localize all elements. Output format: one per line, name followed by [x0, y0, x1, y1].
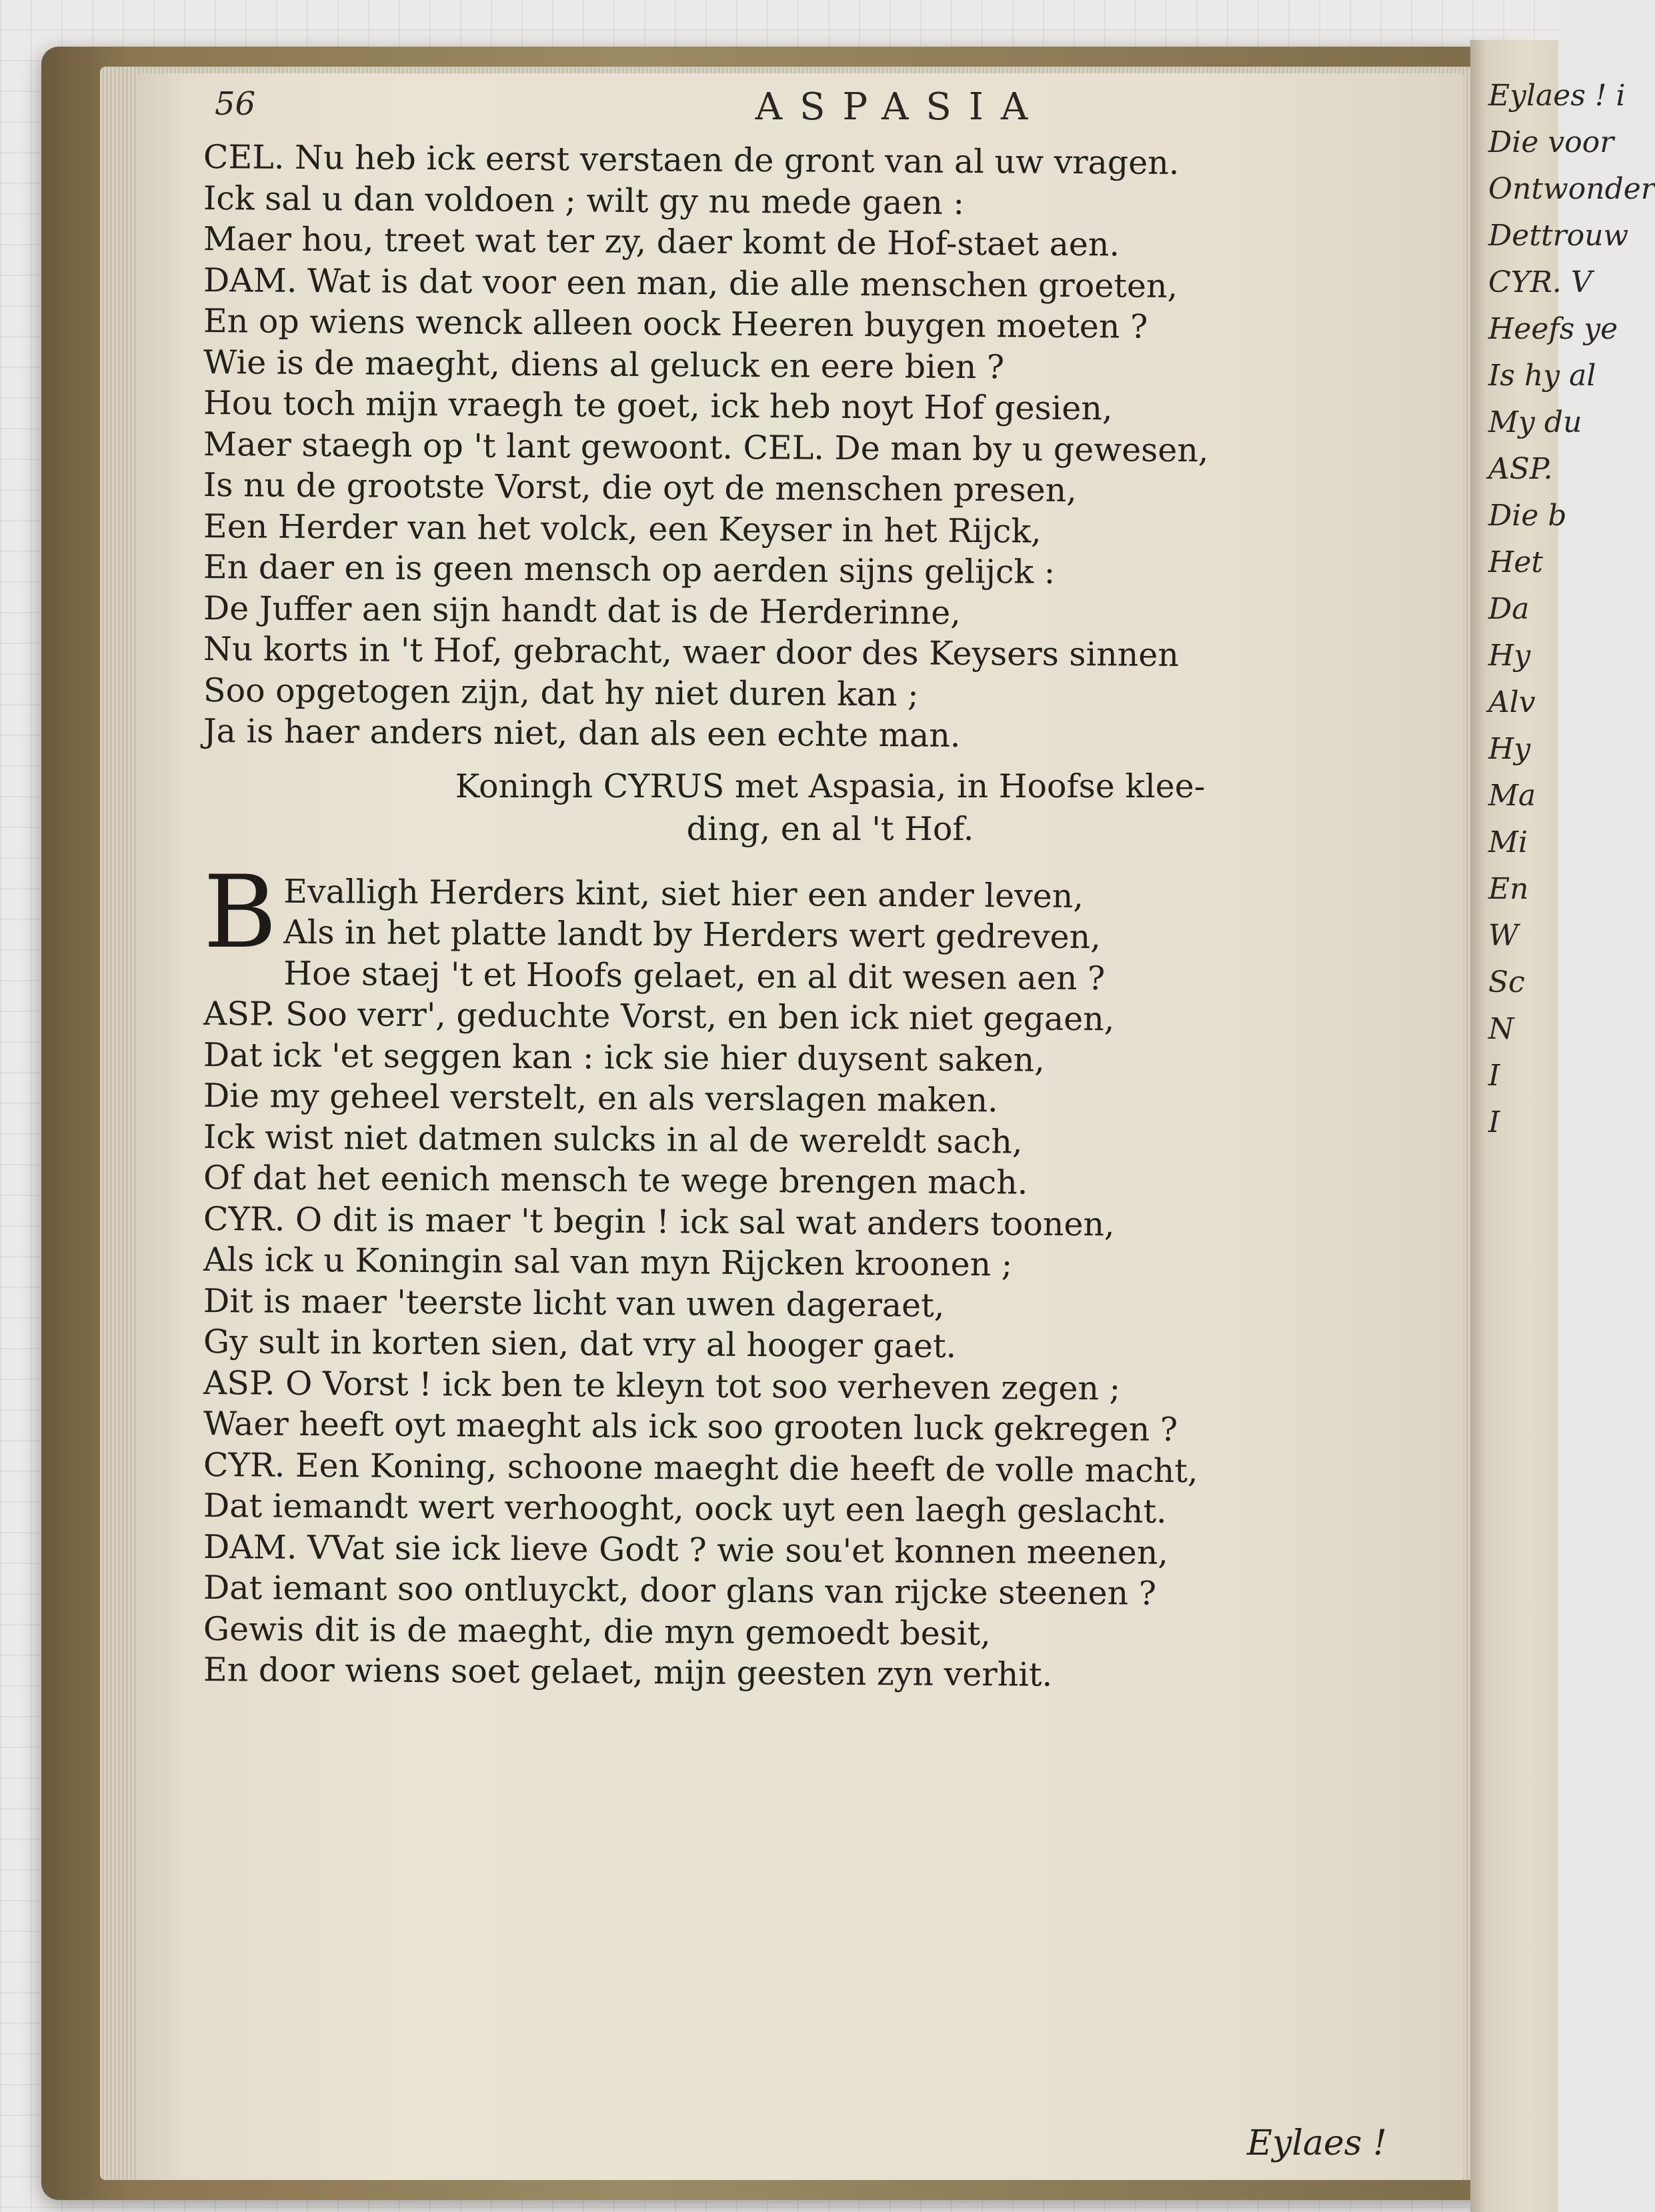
facing-page-fragment: W: [1488, 919, 1519, 953]
facing-page-fragment: Die voor: [1488, 125, 1614, 159]
verse-line: Als in het platte landt by Herders wert gedreven,: [283, 913, 1101, 957]
verse-line: Maer hou, treet wat ter zy, daer komt de Hof-staet aen.: [203, 220, 1120, 264]
stage-direction-line-2: ding, en al 't Hof.: [686, 809, 974, 848]
verse-block-dropcap: [203, 854, 1404, 971]
facing-page-fragment: CYR. V: [1488, 265, 1592, 299]
verse-line: Waer heeft oyt maeght als ick soo grooten luck gekregen ?: [203, 1405, 1178, 1449]
verse-line: Of dat het eenich mensch te wege brengen mach.: [203, 1159, 1028, 1202]
verse-block-bottom: [203, 953, 1404, 1694]
facing-page-fragment: Die b: [1488, 499, 1567, 533]
verse-line: Een Herder van het volck, een Keyser in het Rijck,: [203, 507, 1042, 551]
verse-line: Ick wist niet datmen sulcks in al de wereldt sach,: [203, 1117, 1023, 1161]
verse-line: En daer en is geen mensch op aerden sijns gelijck :: [203, 548, 1056, 591]
drop-cap: B: [203, 854, 277, 971]
facing-page-fragment: I: [1488, 1105, 1500, 1139]
verse-line: Maer staegh op 't lant gewoont. CEL. De man by u gewesen,: [203, 425, 1209, 469]
verse-line: ASP. Soo verr', geduchte Vorst, en ben ick niet gegaen,: [203, 995, 1115, 1039]
facing-page-fragment: Hy: [1488, 639, 1531, 673]
catchword: Eylaes !: [1247, 2123, 1387, 2163]
verse-line: Hoe staej 't et Hoofs gelaet, en al dit wesen aen ?: [283, 954, 1106, 997]
verse-line: DAM. VVat sie ick lieve Godt ? wie sou'et konnen meenen,: [203, 1527, 1169, 1572]
verse-line: En op wiens wenck alleen oock Heeren buygen moeten ?: [203, 302, 1148, 346]
facing-page-fragment: N: [1488, 1012, 1514, 1046]
verse-line: Gy sult in korten sien, dat vry al hooger gaet.: [203, 1323, 957, 1365]
verse-line: DAM. Wat is dat voor een man, die alle menschen groeten,: [203, 261, 1178, 305]
verse-line: ASP. O Vorst ! ick ben te kleyn tot soo verheven zegen ;: [203, 1363, 1121, 1407]
verse-line: Wie is de maeght, diens al geluck en eere bien ?: [203, 343, 1005, 386]
facing-page-fragment: Ontwonder: [1488, 172, 1655, 206]
facing-page-fragment: ASP.: [1488, 452, 1553, 486]
page-header: [200, 85, 1400, 139]
stage-direction-line-1: Koningh CYRUS met Aspasia, in Hoofse klee-: [455, 767, 1206, 805]
verse-block-top: [203, 137, 1404, 755]
facing-page-fragment: Hy: [1488, 732, 1531, 766]
page-text: [203, 137, 1404, 1694]
facing-page-fragment: Heefs ye: [1488, 312, 1618, 346]
verse-line: En door wiens soet gelaet, mijn geesten zyn verhit.: [203, 1651, 1053, 1694]
facing-page-fragment: Alv: [1488, 685, 1536, 719]
verse-line: CYR. Een Koning, schoone maeght die heeft de volle macht,: [203, 1445, 1198, 1490]
verse-line: De Juffer aen sijn handt dat is de Herderinne,: [203, 589, 961, 632]
facing-page-fragment: Het: [1488, 545, 1544, 579]
facing-page-fragment: En: [1488, 872, 1529, 906]
facing-page-fragment: Sc: [1488, 965, 1525, 999]
facing-page-fragment: I: [1488, 1059, 1500, 1093]
running-title: ASPASIA: [755, 85, 1046, 129]
verse-line: CEL. Nu heb ick eerst verstaen de gront van al uw vragen.: [203, 138, 1180, 182]
verse-line: Dat iemandt wert verhooght, oock uyt een laegh geslacht.: [203, 1487, 1167, 1531]
verse-line: Soo opgetogen zijn, dat hy niet duren kan ;: [203, 671, 919, 714]
facing-page-fragment: My du: [1488, 405, 1582, 439]
facing-page-fragment: Is hy al: [1488, 359, 1596, 393]
verse-line: Ick sal u dan voldoen ; wilt gy nu mede gaen :: [203, 179, 965, 222]
verse-line: Ja is haer anders niet, dan als een echte man.: [203, 712, 961, 755]
facing-page-fragment: Eylaes ! i: [1488, 79, 1626, 113]
verse-line: Is nu de grootste Vorst, die oyt de menschen presen,: [203, 466, 1077, 510]
verse-line: Evalligh Herders kint, siet hier een ander leven,: [283, 872, 1084, 915]
facing-page-fragment: Da: [1488, 592, 1530, 626]
verse-line: Dat ick 'et seggen kan : ick sie hier duysent saken,: [203, 1035, 1045, 1079]
verse-line: Hou toch mijn vraegh te goet, ick heb noyt Hof gesien,: [203, 384, 1113, 428]
facing-page-fragment: Mi: [1488, 825, 1528, 859]
verse-line: Dit is maer 'teerste licht van uwen dageraet,: [203, 1281, 945, 1325]
verse-line: Nu korts in 't Hof, gebracht, waer door des Keysers sinnen: [203, 630, 1180, 674]
verse-line: Die my geheel verstelt, en als verslagen maken.: [203, 1077, 998, 1120]
verse-line: Gewis dit is de maeght, die myn gemoedt besit,: [203, 1609, 992, 1653]
verse-line: Als ick u Koningin sal van myn Rijcken kroonen ;: [203, 1241, 1013, 1284]
verse-line: Dat iemant soo ontluyckt, door glans van rijcke steenen ?: [203, 1569, 1157, 1613]
facing-page-fragment: Ma: [1488, 779, 1536, 813]
verse-line: CYR. O dit is maer 't begin ! ick sal wat anders toonen,: [203, 1199, 1115, 1243]
page-number: 56: [215, 85, 256, 123]
facing-page-fragment: Dettrouw: [1488, 219, 1629, 253]
